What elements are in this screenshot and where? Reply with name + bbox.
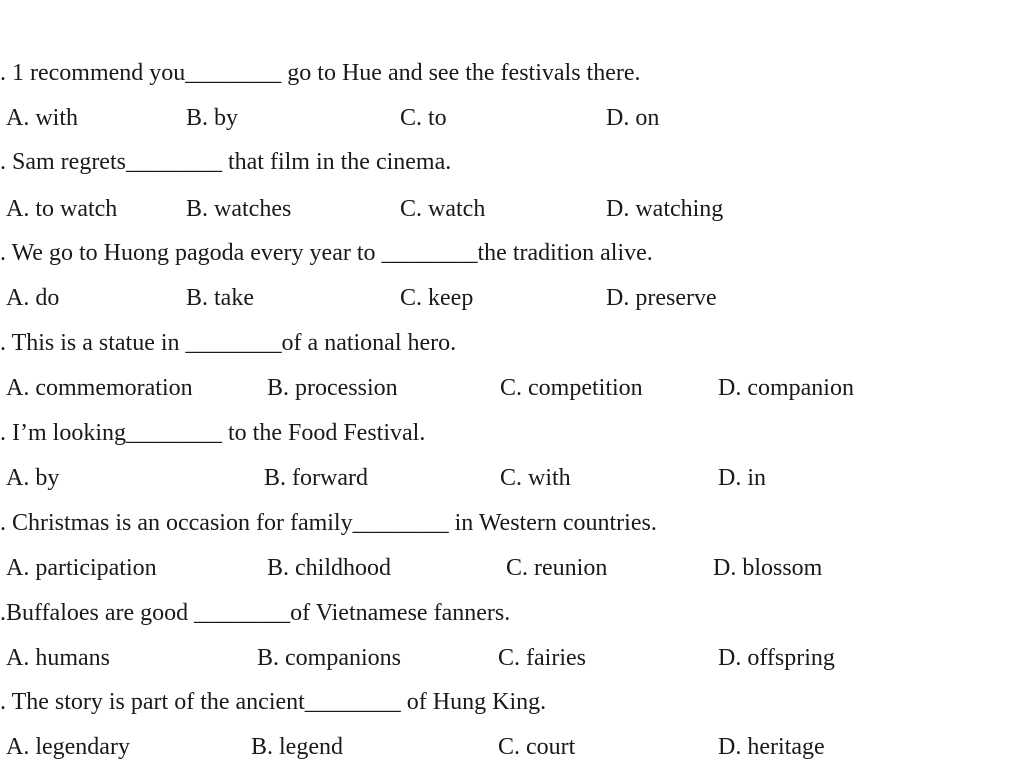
question-2-option-d: D. watching xyxy=(606,196,724,222)
question-8-text: . The story is part of the ancient________ of Hung King. xyxy=(0,689,547,715)
question-5-option-c: C. with xyxy=(500,465,571,491)
question-1-option-d: D. on xyxy=(606,105,660,131)
question-5-option-a: A. by xyxy=(6,465,60,491)
question-3-option-d: D. preserve xyxy=(606,285,717,311)
question-8-option-a: A. legendary xyxy=(6,734,130,760)
question-7-option-b: B. companions xyxy=(257,645,401,671)
question-1-option-a: A. with xyxy=(6,105,78,131)
question-8-option-d: D. heritage xyxy=(718,734,825,760)
question-4-option-c: C. competition xyxy=(500,375,643,401)
question-2-option-a: A. to watch xyxy=(6,196,118,222)
question-6-option-c: C. reunion xyxy=(506,555,608,581)
question-7-option-d: D. offspring xyxy=(718,645,835,671)
question-4-text: . This is a statue in ________of a national hero. xyxy=(0,330,457,356)
question-6-option-b: B. childhood xyxy=(267,555,391,581)
question-1-text: . 1 recommend you________ go to Hue and see the festivals there. xyxy=(0,60,641,86)
question-4-option-b: B. procession xyxy=(267,375,398,401)
question-6-option-a: A. participation xyxy=(6,555,157,581)
question-7-text: .Buffaloes are good ________of Vietnamese fanners. xyxy=(0,600,511,626)
question-5-text: . I’m looking________ to the Food Festival. xyxy=(0,420,426,446)
question-5-option-d: D. in xyxy=(718,465,766,491)
question-2-option-b: B. watches xyxy=(186,196,292,222)
question-8-option-c: C. court xyxy=(498,734,576,760)
question-8-option-b: B. legend xyxy=(251,734,343,760)
question-3-option-b: B. take xyxy=(186,285,254,311)
question-4-option-d: D. companion xyxy=(718,375,854,401)
question-4-option-a: A. commemoration xyxy=(6,375,193,401)
question-3-option-a: A. do xyxy=(6,285,60,311)
question-7-option-c: C. fairies xyxy=(498,645,586,671)
question-5-option-b: B. forward xyxy=(264,465,368,491)
question-3-text: . We go to Huong pagoda every year to ________the tradition alive. xyxy=(0,240,653,266)
question-1-option-b: B. by xyxy=(186,105,239,131)
question-1-option-c: C. to xyxy=(400,105,447,131)
question-6-text: . Christmas is an occasion for family________ in Western countries. xyxy=(0,510,657,536)
question-2-text: . Sam regrets________ that film in the cinema. xyxy=(0,149,452,175)
question-6-option-d: D. blossom xyxy=(713,555,823,581)
question-3-option-c: C. keep xyxy=(400,285,474,311)
question-7-option-a: A. humans xyxy=(6,645,110,671)
question-2-option-c: C. watch xyxy=(400,196,486,222)
